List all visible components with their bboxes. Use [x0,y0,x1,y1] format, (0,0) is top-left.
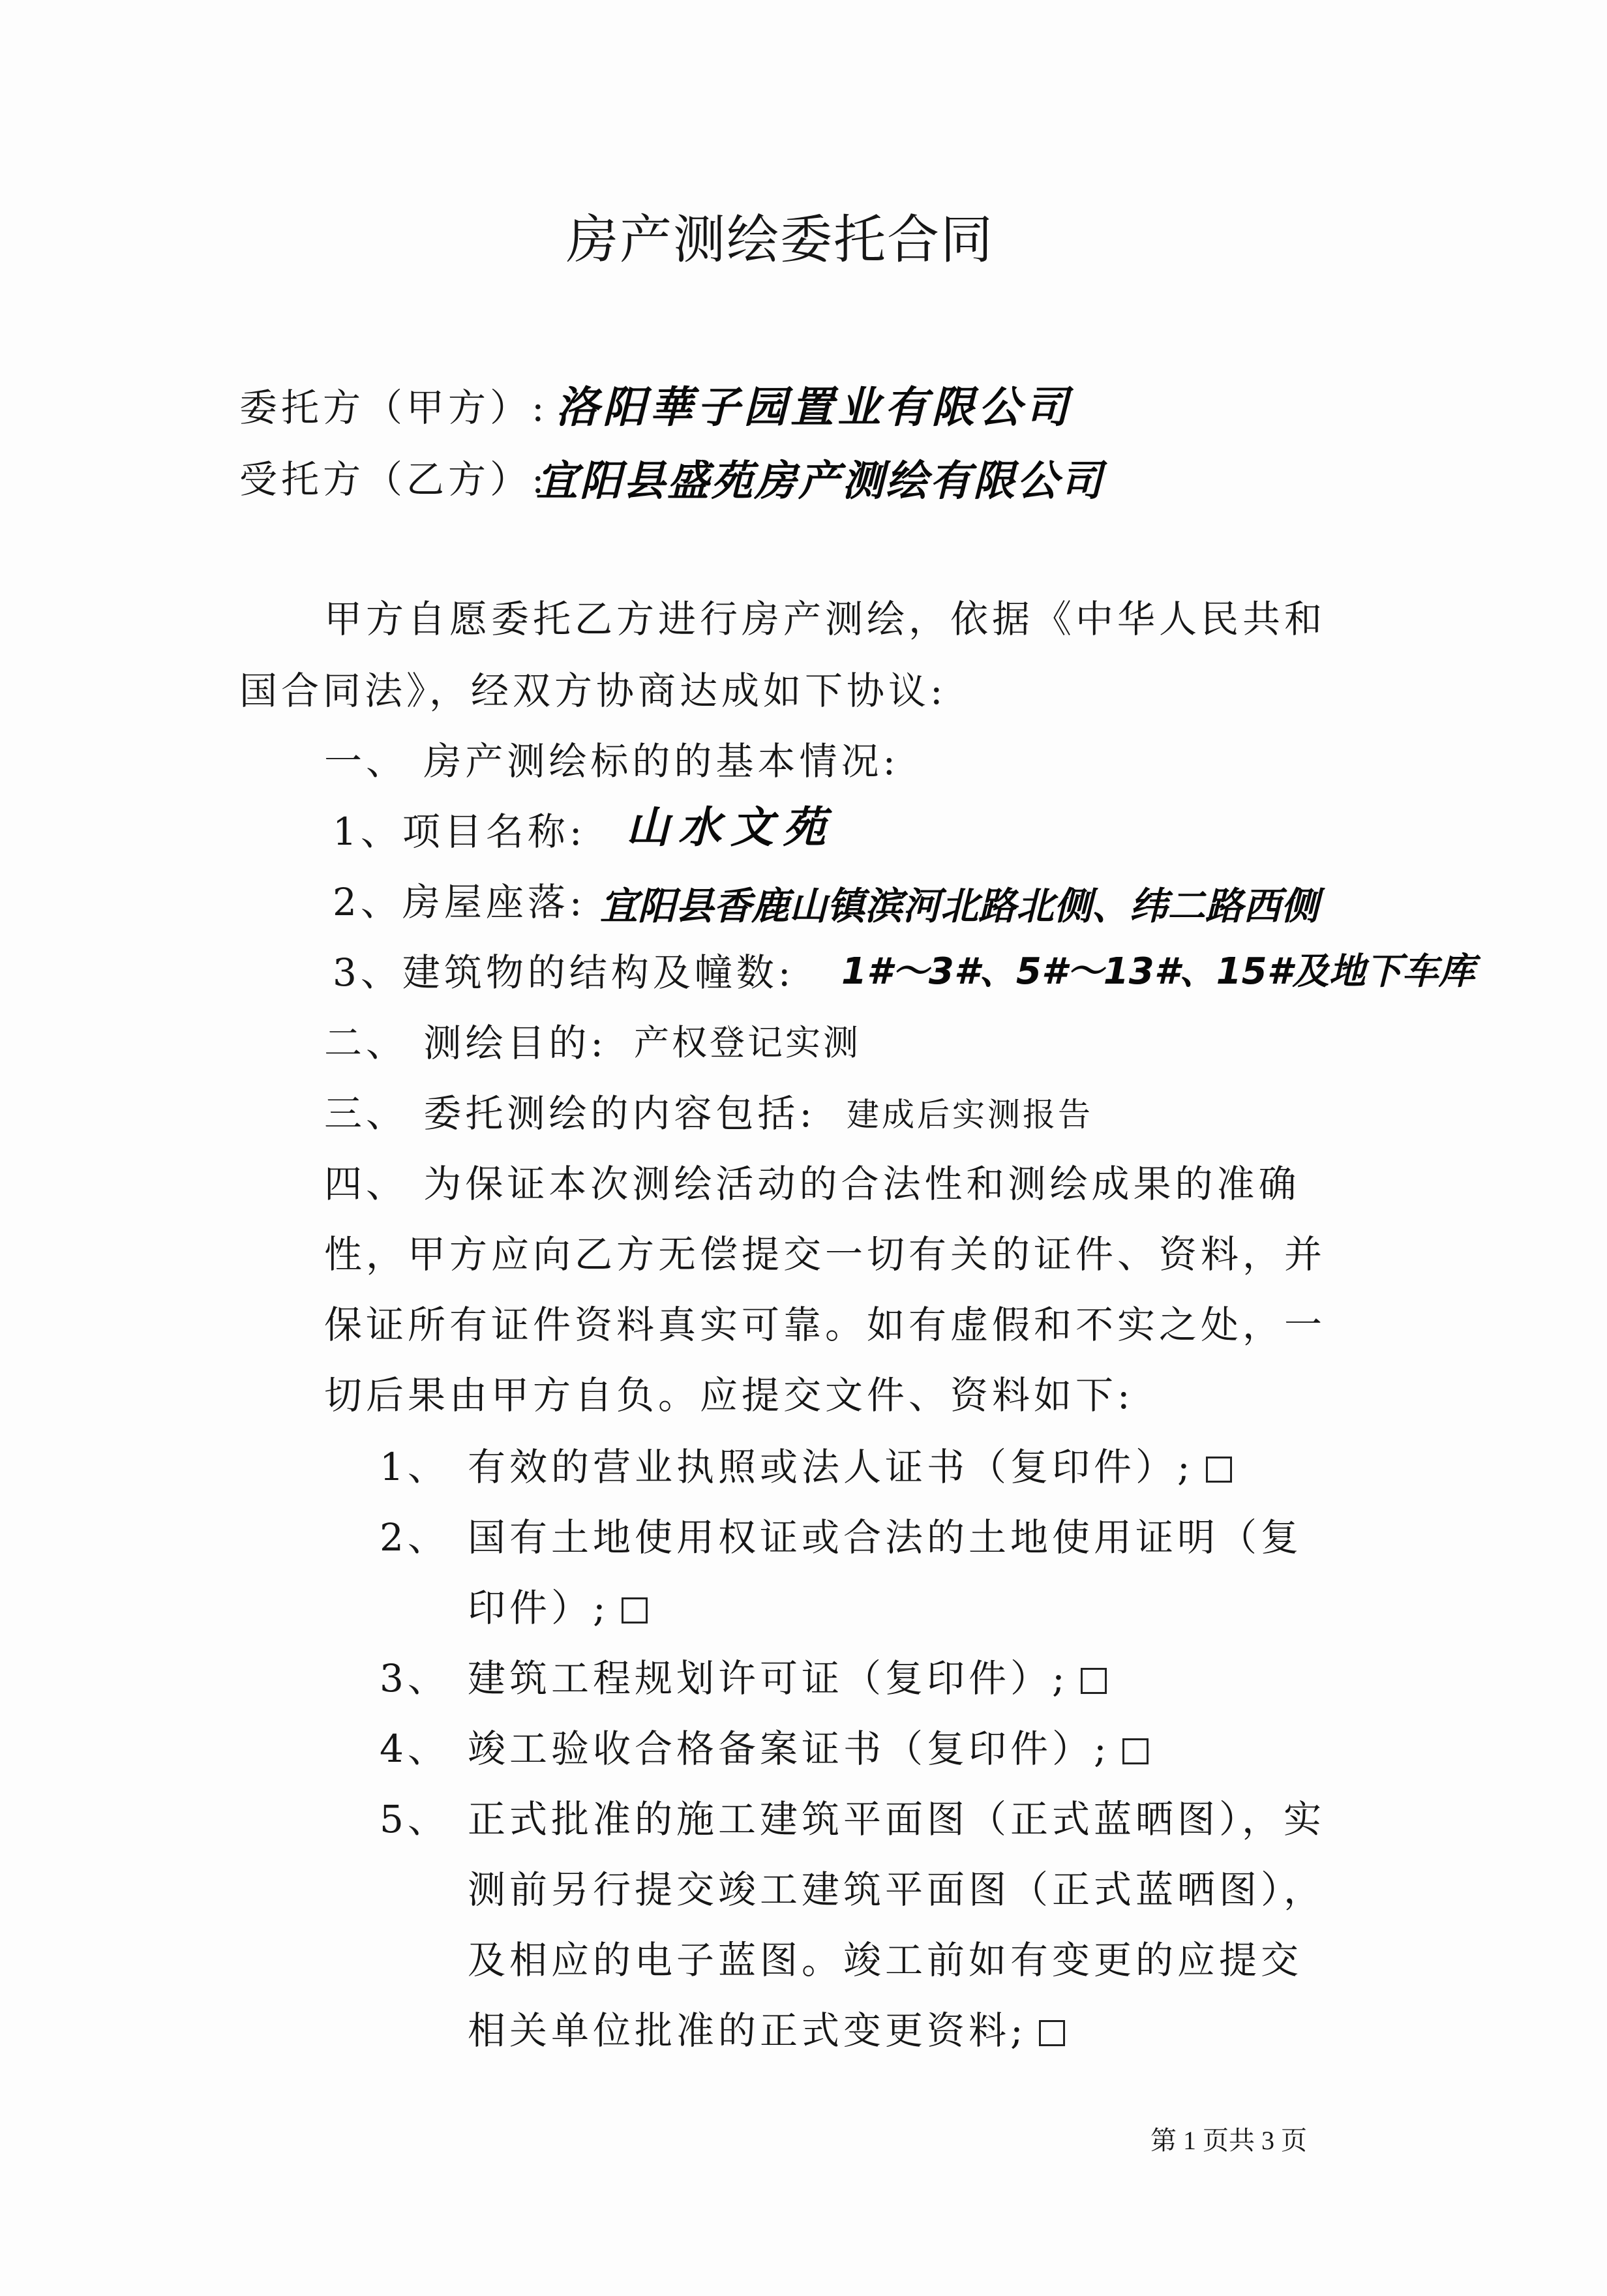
material-item-5-line-4: 相关单位批准的正式变更资料; [468,2008,1027,2053]
house-location-label: 2、房屋座落: [333,880,586,924]
section-4-line-3: 保证所有证件资料真实可靠。如有虚假和不实之处，一 [324,1303,1327,1347]
material-item-4-number: 4、 [380,1727,449,1771]
material-item-1-checkbox[interactable] [1206,1457,1232,1483]
section-4-line-1: 四、 为保证本次测绘活动的合法性和测绘成果的准确 [324,1162,1300,1206]
section-1-heading: 一、 房产测绘标的的基本情况: [324,739,899,783]
material-item-2-text-2 [468,1586,648,1630]
document-title: 房产测绘委托合同 [566,209,994,270]
client-name-handwritten: 洛阳華子园置业有限公司 [556,382,1072,432]
survey-purpose-value: 产权登记实测 [634,1022,861,1063]
material-item-4-checkbox[interactable] [1122,1738,1149,1764]
page-number: 第 1 页共 3 页 [1150,2126,1307,2155]
section-3-heading: 三、 委托测绘的内容包括: [324,1091,816,1136]
material-item-5-text-4 [468,2008,1065,2053]
section-4-line-4: 切后果由甲方自负。应提交文件、资料如下: [324,1373,1134,1417]
client-label: 委托方（甲方）: [239,385,548,430]
material-item-2-line-1: 国有土地使用权证或合法的土地使用证明（复 [468,1515,1303,1560]
contractor-name-handwritten: 宜阳县盛苑房产测绘有限公司 [536,457,1104,506]
material-item-2-number: 2、 [380,1515,449,1560]
building-structure-handwritten: 1#～3#、5#～13#、15#及地下车库 [841,950,1475,993]
intro-line-1: 甲方自愿委托乙方进行房产测绘，依据《中华人民共和 [324,597,1327,641]
material-item-5-line-3: 及相应的电子蓝图。竣工前如有变更的应提交 [468,1938,1303,1982]
material-item-2-line-2: 印件）; [468,1586,610,1630]
material-item-3-checkbox[interactable] [1081,1668,1107,1694]
house-location-handwritten: 宜阳县香鹿山镇滨河北路北侧、纬二路西侧 [600,884,1319,928]
material-item-5-line-2: 测前另行提交竣工建筑平面图（正式蓝晒图）， [468,1867,1326,1912]
material-item-5-number: 5、 [380,1797,449,1841]
material-item-4-line-1: 竣工验收合格备案证书（复印件）; [468,1727,1111,1771]
contractor-label: 受托方（乙方）: [239,457,548,502]
material-item-3-line-1: 建筑工程规划许可证（复印件）; [468,1656,1069,1700]
material-item-2-checkbox[interactable] [622,1597,648,1624]
material-item-4-text [468,1727,1149,1771]
section-4-line-2: 性，甲方应向乙方无偿提交一切有关的证件、资料，并 [324,1232,1327,1276]
project-name-handwritten: 山水文苑 [626,802,835,853]
section-2-heading: 二、 测绘目的: [324,1021,607,1065]
survey-content-value: 建成后实测报告 [847,1096,1093,1134]
intro-line-2: 国合同法》，经双方协商达成如下协议: [239,669,947,713]
material-item-1-line-1: 有效的营业执照或法人证书（复印件）; [468,1445,1194,1489]
project-name-label: 1、项目名称: [333,809,586,854]
material-item-1-number: 1、 [380,1445,449,1489]
material-item-1-text [468,1445,1232,1489]
material-item-5-line-1: 正式批准的施工建筑平面图（正式蓝晒图），实 [468,1797,1326,1841]
material-item-5-checkbox[interactable] [1039,2020,1065,2046]
material-item-3-text [468,1656,1107,1700]
building-structure-label: 3、建筑物的结构及幢数: [333,950,795,995]
material-item-3-number: 3、 [380,1656,449,1700]
